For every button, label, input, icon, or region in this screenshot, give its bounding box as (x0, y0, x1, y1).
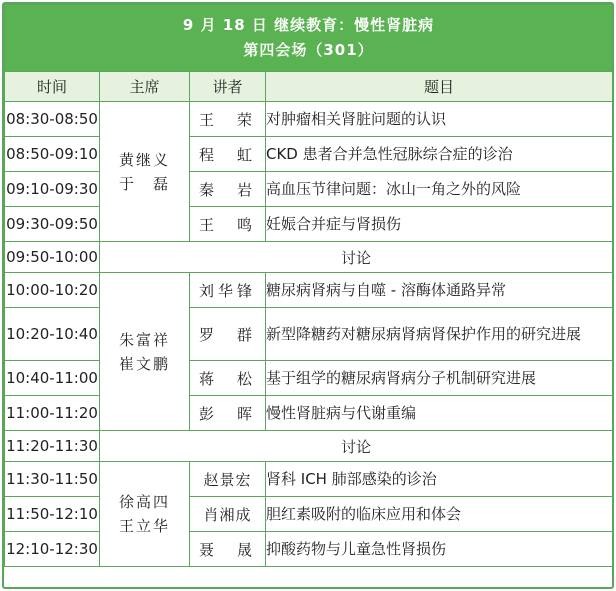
session-title-line1: 9 月 18 日 继续教育：慢性肾脏病 (182, 16, 435, 34)
table-row (5, 532, 613, 567)
speaker-cell: 赵景宏 (190, 462, 266, 497)
table-row (5, 137, 613, 172)
topic-cell: 高血压节律问题：冰山一角之外的风险 (266, 172, 613, 207)
session-title (5, 5, 613, 72)
speaker-cell: 王 荣 (190, 102, 266, 137)
time-cell: 10:00-10:20 (5, 273, 100, 308)
discussion-row (5, 242, 613, 273)
schedule-panel (2, 2, 614, 589)
chair-cell (100, 462, 190, 567)
session-title-line2: 第四会场（301） (243, 41, 374, 59)
speaker-cell: 王 鸣 (190, 207, 266, 242)
table-row (5, 273, 613, 308)
topic-cell: 新型降糖药对糖尿病肾病肾保护作用的研究进展 (266, 308, 613, 361)
topic-cell: 基于组学的糖尿病肾病分子机制研究进展 (266, 361, 613, 396)
time-cell: 08:30-08:50 (5, 102, 100, 137)
discussion-label: 讨论 (100, 242, 613, 273)
time-cell: 12:10-12:30 (5, 532, 100, 567)
time-cell: 08:50-09:10 (5, 137, 100, 172)
discussion-row (5, 431, 613, 462)
time-cell: 09:10-09:30 (5, 172, 100, 207)
topic-cell: CKD 患者合并急性冠脉综合症的诊治 (266, 137, 613, 172)
chair-name: 崔文鹏 (118, 354, 170, 373)
speaker-cell: 肖湘成 (190, 497, 266, 532)
topic-cell: 肾科 ICH 肺部感染的诊治 (266, 462, 613, 497)
speaker-cell: 彭 晖 (190, 396, 266, 431)
column-header-time: 时间 (5, 72, 100, 102)
title-row (5, 5, 613, 72)
time-cell: 09:50-10:00 (5, 242, 100, 273)
chair-name: 黄继义 (118, 150, 170, 169)
topic-cell: 糖尿病肾病与自噬 - 溶酶体通路异常 (266, 273, 613, 308)
table-row (5, 361, 613, 396)
topic-cell: 慢性肾脏病与代谢重编 (266, 396, 613, 431)
table-row (5, 102, 613, 137)
column-header-topic: 题目 (266, 72, 613, 102)
speaker-cell: 罗 群 (190, 308, 266, 361)
time-cell: 09:30-09:50 (5, 207, 100, 242)
topic-cell: 妊娠合并症与肾损伤 (266, 207, 613, 242)
table-row (5, 308, 613, 361)
time-cell: 10:40-11:00 (5, 361, 100, 396)
chair-cell (100, 102, 190, 242)
speaker-cell: 聂 晟 (190, 532, 266, 567)
column-header-chair: 主席 (100, 72, 190, 102)
speaker-cell: 秦 岩 (190, 172, 266, 207)
table-row (5, 207, 613, 242)
chair-name: 王立华 (118, 517, 170, 535)
column-header-speaker: 讲者 (190, 72, 266, 102)
chair-name: 徐高四 (118, 493, 170, 511)
time-cell: 11:50-12:10 (5, 497, 100, 532)
time-cell: 11:30-11:50 (5, 462, 100, 497)
chair-cell (100, 273, 190, 431)
table-row (5, 396, 613, 431)
time-cell: 11:00-11:20 (5, 396, 100, 431)
table-row (5, 172, 613, 207)
chair-name: 朱富祥 (118, 330, 170, 349)
speaker-cell: 刘华锋 (190, 273, 266, 308)
table-row (5, 497, 613, 532)
topic-cell: 胆红素吸附的临床应用和体会 (266, 497, 613, 532)
topic-cell: 抑酸药物与儿童急性肾损伤 (266, 532, 613, 567)
schedule-table (4, 4, 613, 567)
time-cell: 11:20-11:30 (5, 431, 100, 462)
table-row (5, 462, 613, 497)
time-cell: 10:20-10:40 (5, 308, 100, 361)
discussion-label: 讨论 (100, 431, 613, 462)
column-header-row (5, 72, 613, 102)
speaker-cell: 程 虹 (190, 137, 266, 172)
chair-name: 于 磊 (118, 174, 170, 193)
topic-cell: 对肿瘤相关肾脏问题的认识 (266, 102, 613, 137)
speaker-cell: 蒋 松 (190, 361, 266, 396)
